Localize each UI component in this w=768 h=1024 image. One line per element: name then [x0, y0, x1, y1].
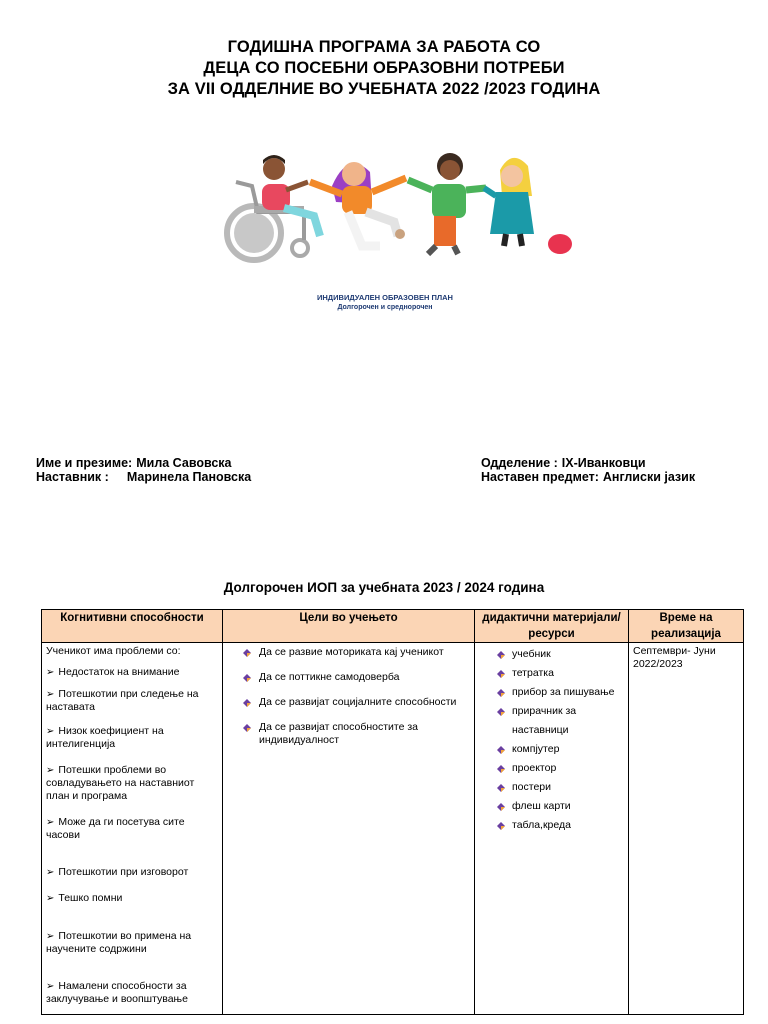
pin-bullet-icon — [497, 651, 505, 659]
arrow-bullet-icon: ➢ — [46, 893, 55, 904]
list-item: постери — [475, 778, 628, 797]
teacher-value: Маринела Пановска — [126, 470, 252, 484]
list-item: прирачник за наставници — [475, 702, 628, 740]
class-label: Одделение : — [481, 456, 558, 470]
list-item: ➢ Низок коефициент на интелигенција — [46, 725, 164, 750]
pin-bullet-icon — [497, 784, 505, 792]
list-item: Да се развие моториката кај ученикот — [223, 646, 474, 659]
column-header: дидактични материјали/ресурси — [475, 610, 629, 643]
cognitive-intro: Ученикот има проблеми со: — [46, 645, 181, 657]
list-item: ➢ Потешкотии при изговорот — [46, 866, 189, 878]
list-item: компјутер — [475, 740, 628, 759]
column-header: Цели во учењето — [223, 610, 475, 643]
class-value: IX-Иванковци — [561, 456, 646, 470]
arrow-bullet-icon: ➢ — [46, 867, 55, 878]
subject-label: Наставен предмет: — [481, 470, 599, 484]
pin-bullet-icon — [243, 649, 251, 657]
list-item: Да се поттикне самодоверба — [223, 671, 474, 684]
teacher-label: Наставник : — [36, 470, 109, 484]
student-name-row — [36, 456, 232, 470]
student-name-label: Име и презиме: — [36, 456, 133, 470]
pin-bullet-icon — [497, 765, 505, 773]
document-title — [0, 37, 768, 100]
list-item: ➢ Недостаток на внимание — [46, 666, 180, 678]
arrow-bullet-icon: ➢ — [46, 765, 55, 776]
arrow-bullet-icon: ➢ — [46, 726, 55, 737]
pin-bullet-icon — [497, 708, 505, 716]
subject-value: Англиски јазик — [602, 470, 696, 484]
pin-bullet-icon — [497, 803, 505, 811]
pin-bullet-icon — [497, 746, 505, 754]
list-item: флеш карти — [475, 797, 628, 816]
goals-cell — [223, 643, 475, 1015]
iop-caption-title: ИНДИВИДУАЛЕН ОБРАЗОВЕН ПЛАН — [317, 293, 453, 302]
pin-bullet-icon — [243, 674, 251, 682]
arrow-bullet-icon: ➢ — [46, 981, 55, 992]
resources-cell — [475, 643, 629, 1015]
list-item: ➢ Потешкотии при следење на наставата — [46, 688, 199, 713]
pin-bullet-icon — [243, 724, 251, 732]
column-header: Време на реализација — [629, 610, 744, 643]
list-item: ➢ Потешкотии во примена на научените содржини — [46, 930, 192, 955]
column-header: Когнитивни способности — [42, 610, 223, 643]
list-item: Да се развијат способностите за индивидуалност — [223, 721, 474, 747]
table-header-row — [42, 610, 744, 643]
time-cell: Септември- Јуни 2022/2023 — [629, 643, 744, 1015]
arrow-bullet-icon: ➢ — [46, 667, 55, 678]
children-illustration — [222, 150, 582, 265]
list-item: учебник — [475, 645, 628, 664]
plan-title: Долгорочен ИОП за учебната 2023 / 2024 година — [223, 580, 545, 595]
table-row — [42, 643, 744, 1015]
ball-icon — [548, 234, 572, 254]
title-line: ДЕЦА СО ПОСЕБНИ ОБРАЗОВНИ ПОТРЕБИ — [203, 59, 565, 77]
iop-caption — [300, 293, 470, 313]
class-row — [481, 456, 646, 470]
child-figure — [484, 158, 534, 246]
list-item: тетратка — [475, 664, 628, 683]
title-line: ЗА VII ОДДЕЛНИЕ ВО УЧЕБНАТА 2022 /2023 ГОДИНА — [167, 80, 601, 98]
list-item: Да се развијат социјалните способности — [223, 696, 474, 709]
arrow-bullet-icon: ➢ — [46, 817, 55, 828]
list-item: ➢ Намалени способности за заклучување и воопштување — [46, 980, 188, 1005]
list-item: прибор за пишување — [475, 683, 628, 702]
list-item: ➢ Тешко помни — [46, 892, 123, 904]
pin-bullet-icon — [497, 689, 505, 697]
title-line: ГОДИШНА ПРОГРАМА ЗА РАБОТА СО — [227, 38, 541, 56]
list-item: ➢ Може да ги посетува сите часови — [46, 816, 185, 841]
student-name-value: Мила Савовска — [136, 456, 232, 470]
iop-caption-subtitle: Долгорочен и среднорочен — [337, 304, 433, 311]
arrow-bullet-icon: ➢ — [46, 931, 55, 942]
pin-bullet-icon — [243, 699, 251, 707]
teacher-row — [36, 470, 251, 484]
iop-table — [41, 609, 744, 1015]
pin-bullet-icon — [497, 822, 505, 830]
list-item: табла,креда — [475, 816, 628, 835]
list-item: проектор — [475, 759, 628, 778]
cognitive-cell — [42, 643, 223, 1015]
subject-row — [481, 470, 695, 484]
arrow-bullet-icon: ➢ — [46, 689, 55, 700]
child-figure — [310, 162, 406, 246]
list-item: ➢ Потешки проблеми во совладувањето на наставниот план и програма — [46, 764, 195, 802]
child-figure — [408, 153, 486, 254]
pin-bullet-icon — [497, 670, 505, 678]
